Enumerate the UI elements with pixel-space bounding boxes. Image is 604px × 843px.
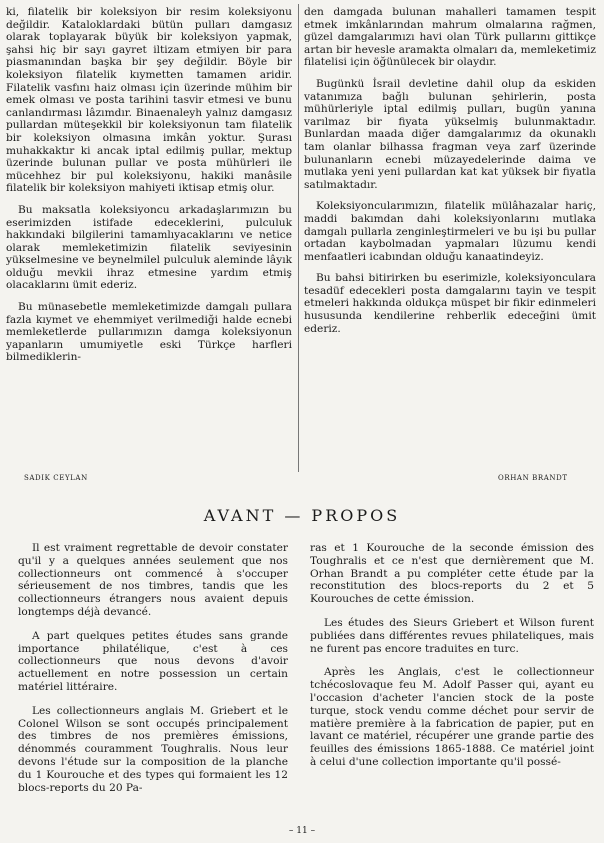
page-number: – 11 – xyxy=(288,826,316,836)
paragraph: ras et 1 Kourouche de la seconde émission des Toughralis et ce n'est que dernièrement que M. Orhan Brandt a pu compléter cette étude par la reconstitution des blocs-reports du 2 et 5 Kourouches de cette émission. xyxy=(310,542,594,606)
author-signature-left: SADIK CEYLAN xyxy=(24,474,88,482)
paragraph: Bu münasebetle memleketimizde damgalı pullara fazla kıymet ve ehemmiyet verilmediği halde ecnebi memleketlerde pullarımızın damga koleksiyonun yapanların umumiyetle eski Türkçe harfleri bilmediklerin- xyxy=(6,301,292,364)
section-heading: AVANT — PROPOS xyxy=(203,506,401,525)
paragraph: Après les Anglais, c'est le collectionneur tchécoslovaque feu M. Adolf Passer qui, ayant eu l'occasion d'acheter l'ancien stock de la poste turque, stock vendu comme déchet pour servir de matière première à la fabrication de papier, put en lavant ce matériel, récupérer une grande partie des feuilles des émissions 1865-1888. Ce matériel joint à celui d'une collection importante qu'il possé- xyxy=(310,666,594,768)
column-divider xyxy=(298,4,299,472)
french-text-left-column xyxy=(18,542,288,805)
paragraph: den damgada bulunan mahalleri tamamen tespit etmek imkânlarından mahrum olmalarına rağmen, güzel damgalarımızı havi olan Türk pullarını gittikçe artan bir hevesle aramakta olmaları da, memleketimiz filatelisi için öğünülecek bir olaydır. xyxy=(304,6,596,69)
paragraph: Bu bahsi bitirirken bu eserimizle, koleksiyonculara tesadüf edecekleri posta damgalarını tayin ve tespit etmeleri hakkında oldukça müspet bir fikir edinmeleri hususunda kendilerine rehberlik edeceğini ümit ederiz. xyxy=(304,272,596,335)
paragraph: Il est vraiment regrettable de devoir constater qu'il y a quelques années seulement que nos collectionneurs ont commencé à s'occuper sérieusement de nos timbres, tandis que les collectionneurs étrangers nous avaient depuis longtemps déjà devancé. xyxy=(18,542,288,618)
french-text-right-column xyxy=(310,542,594,780)
paragraph: A part quelques petites études sans grande importance philatélique, c'est à ces collectionneurs que nous devons d'avoir actuellement en notre possession un certain matériel littéraire. xyxy=(18,629,288,693)
paragraph: ki, filatelik bir koleksiyon bir resim koleksiyonu değildir. Kataloklardaki bütün pulları damgasız olarak toplayarak büyük bir koleksiyon yapmak, şahsi hiç bir sayı gayret iltizam etmiyen bir para piasmanından başka bir şey değildir. Böyle bir koleksiyon filatelik kıymetten tamamen aridir. Filatelik vasfını haiz olması için üzerinde mühim bir emek olması ve posta tarihini tasvir etmesi ve bunu canlandırması lâzımdır. Binaenaleyh yalnız damgasız pullardan müteşekkil bir koleksiyonun tam filatelik bir koleksiyon olmasına imkân yoktur. Şurası muhakkaktır ki ancak iptal edilmiş pullar, mektup üzerinde bulunan pullar ve posta mühürleri ile mücehhez bir pul koleksiyonu, hakiki manâsile filatelik bir koleksiyon mahiyeti iktisap etmiş olur. xyxy=(6,6,292,195)
author-signature-right: ORHAN BRANDT xyxy=(498,474,568,482)
paragraph: Bugünkü İsrail devletine dahil olup da eskiden vatanımıza bağlı bulunan şehirlerin, posta mühürleriyle iptal edilmiş pulları, bugün yanına varılmaz bir fiyata yükselmiş bulunmaktadır. Bunlardan maada diğer damgalarımız da okunaklı tam olanlar bilhassa fragman veya zarf üzerinde bulunanların ecnebi müzayedelerinde daima ve mutlaka yeni yeni pullardan kat kat yüksek bir fiyatla satılmaktadır. xyxy=(304,77,596,191)
paragraph: Les collectionneurs anglais M. Griebert et le Colonel Wilson se sont occupés principalement des timbres de nos premières émissions, dénommés couramment Toughralis. Nous leur devons l'étude sur la composition de la planche du 1 Kourouche et des types qui formaient les 12 blocs-reports du 20 Pa- xyxy=(18,704,288,794)
paragraph: Les études des Sieurs Griebert et Wilson furent publiées dans différentes revues philateliques, mais ne furent pas encore traduites en turc. xyxy=(310,616,594,655)
turkish-text-left-column xyxy=(6,6,292,373)
paragraph: Bu maksatla koleksiyoncu arkadaşlarımızın bu eserimizden istifade edeceklerini, pulculuk hakkındaki bilgilerini tamamlıyacaklarını ve netice olarak memleketimizin filatelik seviyesinin yükselmesine ve beynelmilel pulculuk aleminde lâyık olduğu mevkii ihraz etmesine yardım etmiş olacaklarını ümit ederiz. xyxy=(6,203,292,292)
turkish-text-right-column xyxy=(304,6,596,344)
paragraph: Koleksiyoncularımızın, filatelik mülâhazalar hariç, maddi bakımdan dahi koleksiyonlarını mutlaka damgalı pullarla zenginleştirmeleri ve bu işi bu pullar ortadan kaybolmadan yapmaları lüzumu kendi menfaatleri icabından olduğu kanaatindeyiz. xyxy=(304,200,596,263)
